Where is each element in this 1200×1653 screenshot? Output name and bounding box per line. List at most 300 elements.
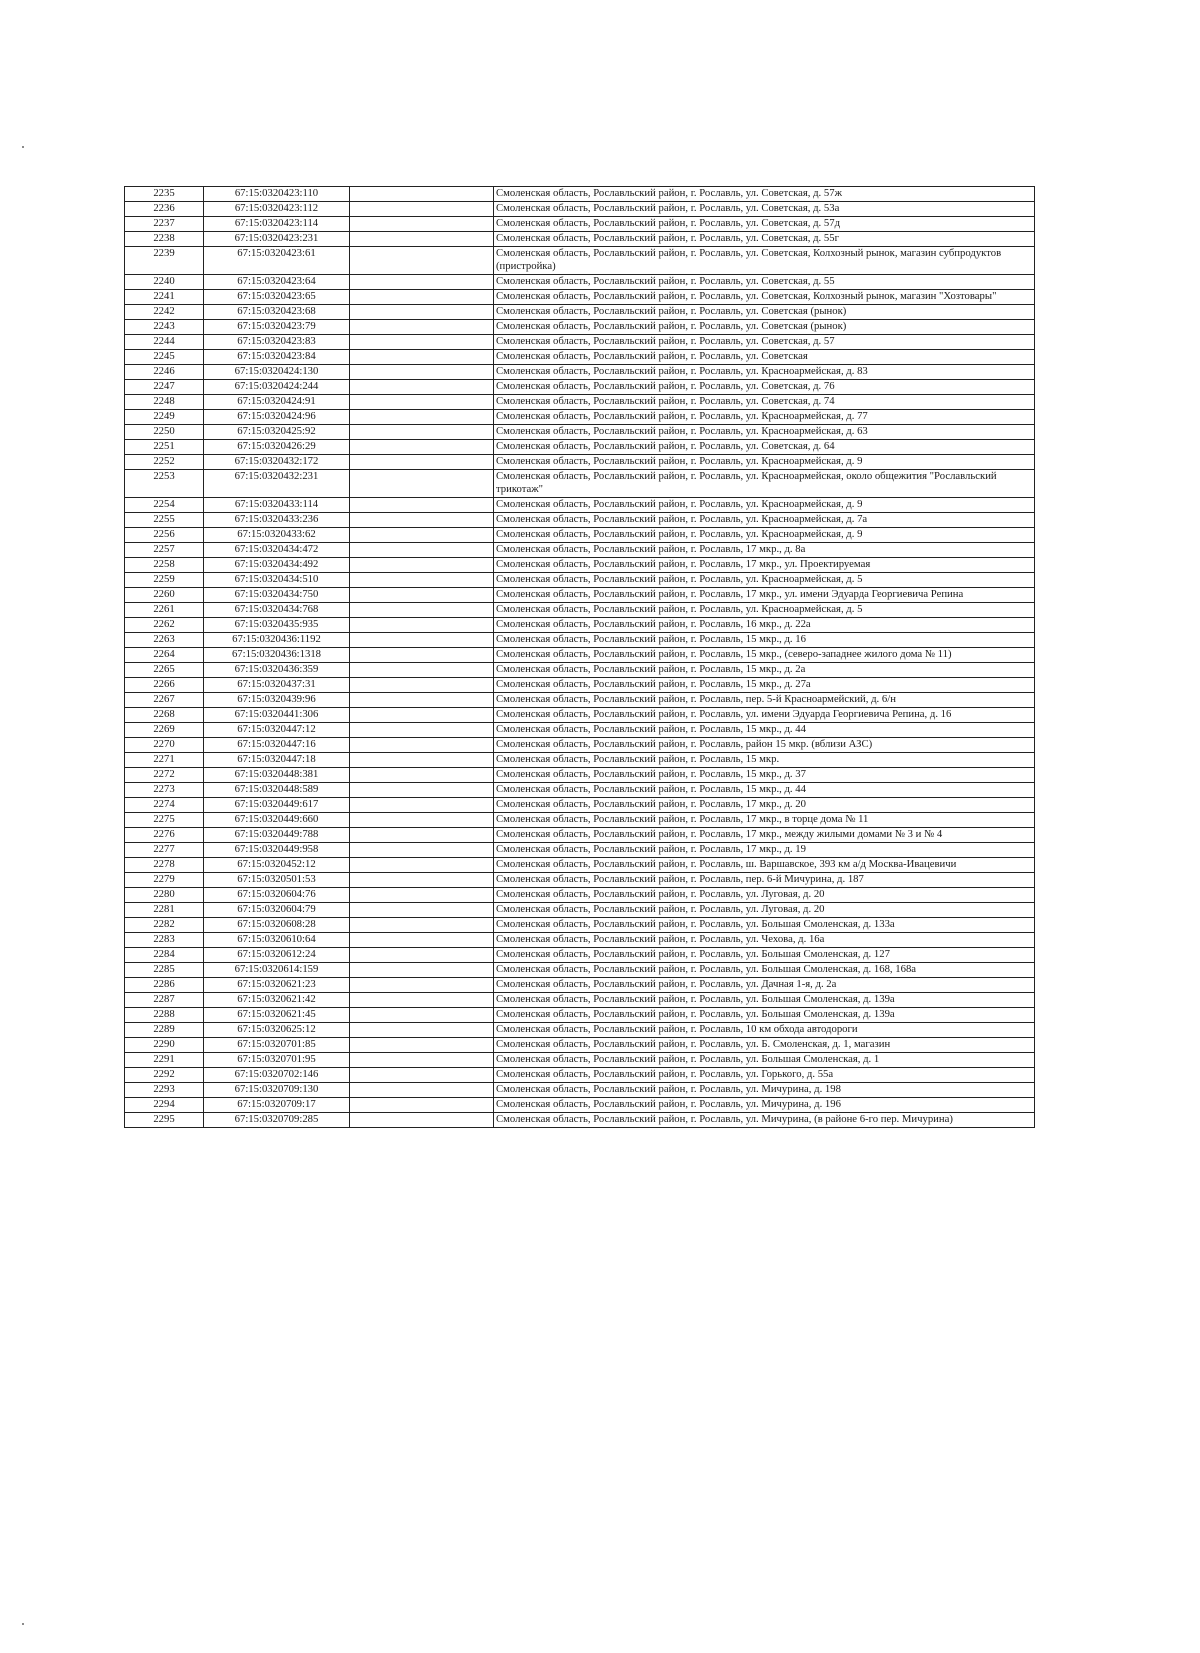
row-number-cell: 2262 — [125, 617, 204, 632]
cadastral-number-cell: 67:15:0320604:76 — [204, 887, 350, 902]
address-cell: Смоленская область, Рославльский район, г. Рославль, 15 мкр., д. 44 — [494, 782, 1035, 797]
cadastral-number-cell: 67:15:0320433:62 — [204, 527, 350, 542]
table-row — [125, 1007, 1035, 1022]
table-row — [125, 232, 1035, 247]
cadastral-number-cell: 67:15:0320625:12 — [204, 1022, 350, 1037]
cadastral-number-cell: 67:15:0320614:159 — [204, 962, 350, 977]
cadastral-number-cell: 67:15:0320447:18 — [204, 752, 350, 767]
empty-cell — [350, 247, 494, 275]
table-row — [125, 827, 1035, 842]
row-number-cell: 2257 — [125, 542, 204, 557]
cadastral-number-cell: 67:15:0320424:96 — [204, 409, 350, 424]
empty-cell — [350, 319, 494, 334]
empty-cell — [350, 857, 494, 872]
address-cell: Смоленская область, Рославльский район, г. Рославль, 17 мкр., между жилыми домами № 3 и № 4 — [494, 827, 1035, 842]
row-number-cell: 2249 — [125, 409, 204, 424]
row-number-cell: 2294 — [125, 1097, 204, 1112]
row-number-cell: 2273 — [125, 782, 204, 797]
row-number-cell: 2254 — [125, 497, 204, 512]
address-cell: Смоленская область, Рославльский район, г. Рославль, 15 мкр., д. 37 — [494, 767, 1035, 782]
table-row — [125, 439, 1035, 454]
table-row — [125, 497, 1035, 512]
row-number-cell: 2289 — [125, 1022, 204, 1037]
empty-cell — [350, 497, 494, 512]
cadastral-number-cell: 67:15:0320709:17 — [204, 1097, 350, 1112]
empty-cell — [350, 722, 494, 737]
address-cell: Смоленская область, Рославльский район, г. Рославль, 15 мкр., д. 2а — [494, 662, 1035, 677]
cadastral-number-cell: 67:15:0320439:96 — [204, 692, 350, 707]
table-row — [125, 187, 1035, 202]
address-cell: Смоленская область, Рославльский район, г. Рославль, 17 мкр., д. 20 — [494, 797, 1035, 812]
registry-table — [124, 186, 1035, 1128]
table-row — [125, 782, 1035, 797]
table-row — [125, 902, 1035, 917]
table-row — [125, 394, 1035, 409]
address-cell: Смоленская область, Рославльский район, г. Рославль, ул. Советская, д. 53а — [494, 202, 1035, 217]
registry-body — [125, 187, 1035, 1128]
address-cell: Смоленская область, Рославльский район, г. Рославль, ул. Мичурина, (в районе 6-го пер. Мичурина) — [494, 1112, 1035, 1127]
address-cell: Смоленская область, Рославльский район, г. Рославль, ул. Советская, д. 55г — [494, 232, 1035, 247]
empty-cell — [350, 632, 494, 647]
empty-cell — [350, 289, 494, 304]
row-number-cell: 2242 — [125, 304, 204, 319]
empty-cell — [350, 917, 494, 932]
address-cell: Смоленская область, Рославльский район, г. Рославль, 17 мкр., д. 19 — [494, 842, 1035, 857]
empty-cell — [350, 1067, 494, 1082]
empty-cell — [350, 1112, 494, 1127]
table-row — [125, 647, 1035, 662]
cadastral-number-cell: 67:15:0320423:68 — [204, 304, 350, 319]
empty-cell — [350, 409, 494, 424]
row-number-cell: 2248 — [125, 394, 204, 409]
row-number-cell: 2243 — [125, 319, 204, 334]
row-number-cell: 2252 — [125, 454, 204, 469]
address-cell: Смоленская область, Рославльский район, г. Рославль, 15 мкр., (северо-западнее жилого дома № 11) — [494, 647, 1035, 662]
address-cell: Смоленская область, Рославльский район, г. Рославль, ул. Красноармейская, д. 83 — [494, 364, 1035, 379]
table-row — [125, 542, 1035, 557]
cadastral-number-cell: 67:15:0320501:53 — [204, 872, 350, 887]
empty-cell — [350, 962, 494, 977]
cadastral-number-cell: 67:15:0320435:935 — [204, 617, 350, 632]
empty-cell — [350, 379, 494, 394]
row-number-cell: 2286 — [125, 977, 204, 992]
address-cell: Смоленская область, Рославльский район, г. Рославль, ул. Луговая, д. 20 — [494, 887, 1035, 902]
empty-cell — [350, 842, 494, 857]
row-number-cell: 2270 — [125, 737, 204, 752]
empty-cell — [350, 947, 494, 962]
table-row — [125, 812, 1035, 827]
empty-cell — [350, 469, 494, 497]
address-cell: Смоленская область, Рославльский район, г. Рославль, ул. Советская, д. 55 — [494, 274, 1035, 289]
cadastral-number-cell: 67:15:0320449:958 — [204, 842, 350, 857]
table-row — [125, 962, 1035, 977]
cadastral-number-cell: 67:15:0320423:231 — [204, 232, 350, 247]
address-cell: Смоленская область, Рославльский район, г. Рославль, ул. Луговая, д. 20 — [494, 902, 1035, 917]
address-cell: Смоленская область, Рославльский район, г. Рославль, 17 мкр., ул. Проектируемая — [494, 557, 1035, 572]
address-cell: Смоленская область, Рославльский район, г. Рославль, ул. Советская, д. 74 — [494, 394, 1035, 409]
row-number-cell: 2256 — [125, 527, 204, 542]
empty-cell — [350, 617, 494, 632]
row-number-cell: 2260 — [125, 587, 204, 602]
cadastral-number-cell: 67:15:0320436:1192 — [204, 632, 350, 647]
cadastral-number-cell: 67:15:0320621:42 — [204, 992, 350, 1007]
table-row — [125, 247, 1035, 275]
cadastral-number-cell: 67:15:0320426:29 — [204, 439, 350, 454]
table-row — [125, 557, 1035, 572]
address-cell: Смоленская область, Рославльский район, г. Рославль, район 15 мкр. (вблизи АЗС) — [494, 737, 1035, 752]
cadastral-number-cell: 67:15:0320447:16 — [204, 737, 350, 752]
cadastral-number-cell: 67:15:0320423:84 — [204, 349, 350, 364]
row-number-cell: 2285 — [125, 962, 204, 977]
table-row — [125, 767, 1035, 782]
address-cell: Смоленская область, Рославльский район, г. Рославль, ул. Красноармейская, д. 63 — [494, 424, 1035, 439]
cadastral-number-cell: 67:15:0320434:510 — [204, 572, 350, 587]
row-number-cell: 2275 — [125, 812, 204, 827]
cadastral-number-cell: 67:15:0320709:130 — [204, 1082, 350, 1097]
table-row — [125, 1112, 1035, 1127]
row-number-cell: 2268 — [125, 707, 204, 722]
address-cell: Смоленская область, Рославльский район, г. Рославль, ул. Чехова, д. 16а — [494, 932, 1035, 947]
empty-cell — [350, 782, 494, 797]
address-cell: Смоленская область, Рославльский район, г. Рославль, ул. Советская (рынок) — [494, 319, 1035, 334]
address-cell: Смоленская область, Рославльский район, г. Рославль, 17 мкр., д. 8а — [494, 542, 1035, 557]
cadastral-number-cell: 67:15:0320612:24 — [204, 947, 350, 962]
address-cell: Смоленская область, Рославльский район, г. Рославль, ул. Дачная 1-я, д. 2а — [494, 977, 1035, 992]
empty-cell — [350, 707, 494, 722]
empty-cell — [350, 1097, 494, 1112]
table-row — [125, 527, 1035, 542]
cadastral-number-cell: 67:15:0320432:172 — [204, 454, 350, 469]
address-cell: Смоленская область, Рославльский район, г. Рославль, ул. Советская (рынок) — [494, 304, 1035, 319]
table-row — [125, 349, 1035, 364]
address-cell: Смоленская область, Рославльский район, г. Рославль, ул. Красноармейская, д. 5 — [494, 572, 1035, 587]
table-row — [125, 334, 1035, 349]
row-number-cell: 2261 — [125, 602, 204, 617]
cadastral-number-cell: 67:15:0320423:110 — [204, 187, 350, 202]
table-row — [125, 1037, 1035, 1052]
empty-cell — [350, 512, 494, 527]
row-number-cell: 2236 — [125, 202, 204, 217]
row-number-cell: 2284 — [125, 947, 204, 962]
row-number-cell: 2272 — [125, 767, 204, 782]
empty-cell — [350, 872, 494, 887]
cadastral-number-cell: 67:15:0320449:660 — [204, 812, 350, 827]
empty-cell — [350, 232, 494, 247]
address-cell: Смоленская область, Рославльский район, г. Рославль, ул. Советская, д. 57 — [494, 334, 1035, 349]
empty-cell — [350, 542, 494, 557]
row-number-cell: 2259 — [125, 572, 204, 587]
table-row — [125, 632, 1035, 647]
table-row — [125, 692, 1035, 707]
row-number-cell: 2269 — [125, 722, 204, 737]
table-row — [125, 977, 1035, 992]
table-row — [125, 1082, 1035, 1097]
table-row — [125, 917, 1035, 932]
empty-cell — [350, 424, 494, 439]
address-cell: Смоленская область, Рославльский район, г. Рославль, ул. Советская, д. 57ж — [494, 187, 1035, 202]
address-cell: Смоленская область, Рославльский район, г. Рославль, ул. Большая Смоленская, д. 168, 168а — [494, 962, 1035, 977]
address-cell: Смоленская область, Рославльский район, г. Рославль, ул. Советская, д. 76 — [494, 379, 1035, 394]
table-row — [125, 857, 1035, 872]
row-number-cell: 2279 — [125, 872, 204, 887]
cadastral-number-cell: 67:15:0320610:64 — [204, 932, 350, 947]
row-number-cell: 2281 — [125, 902, 204, 917]
cadastral-number-cell: 67:15:0320424:91 — [204, 394, 350, 409]
empty-cell — [350, 677, 494, 692]
empty-cell — [350, 902, 494, 917]
row-number-cell: 2238 — [125, 232, 204, 247]
cadastral-number-cell: 67:15:0320448:589 — [204, 782, 350, 797]
cadastral-number-cell: 67:15:0320702:146 — [204, 1067, 350, 1082]
row-number-cell: 2274 — [125, 797, 204, 812]
row-number-cell: 2290 — [125, 1037, 204, 1052]
cadastral-number-cell: 67:15:0320701:85 — [204, 1037, 350, 1052]
address-cell: Смоленская область, Рославльский район, г. Рославль, 15 мкр., д. 27а — [494, 677, 1035, 692]
row-number-cell: 2278 — [125, 857, 204, 872]
empty-cell — [350, 692, 494, 707]
row-number-cell: 2265 — [125, 662, 204, 677]
row-number-cell: 2251 — [125, 439, 204, 454]
row-number-cell: 2282 — [125, 917, 204, 932]
empty-cell — [350, 334, 494, 349]
address-cell: Смоленская область, Рославльский район, г. Рославль, ул. Советская, Колхозный рынок, магазин "Хозтовары" — [494, 289, 1035, 304]
cadastral-number-cell: 67:15:0320423:79 — [204, 319, 350, 334]
table-row — [125, 454, 1035, 469]
cadastral-number-cell: 67:15:0320621:45 — [204, 1007, 350, 1022]
cadastral-number-cell: 67:15:0320449:788 — [204, 827, 350, 842]
cadastral-number-cell: 67:15:0320449:617 — [204, 797, 350, 812]
empty-cell — [350, 349, 494, 364]
table-row — [125, 737, 1035, 752]
table-row — [125, 602, 1035, 617]
row-number-cell: 2244 — [125, 334, 204, 349]
address-cell: Смоленская область, Рославльский район, г. Рославль, 15 мкр. — [494, 752, 1035, 767]
row-number-cell: 2264 — [125, 647, 204, 662]
empty-cell — [350, 439, 494, 454]
table-row — [125, 217, 1035, 232]
row-number-cell: 2253 — [125, 469, 204, 497]
address-cell: Смоленская область, Рославльский район, г. Рославль, 10 км обхода автодороги — [494, 1022, 1035, 1037]
empty-cell — [350, 304, 494, 319]
row-number-cell: 2245 — [125, 349, 204, 364]
cadastral-number-cell: 67:15:0320436:1318 — [204, 647, 350, 662]
address-cell: Смоленская область, Рославльский район, г. Рославль, ш. Варшавское, 393 км а/д Москва-Ивацевичи — [494, 857, 1035, 872]
table-row — [125, 1067, 1035, 1082]
empty-cell — [350, 364, 494, 379]
table-row — [125, 379, 1035, 394]
address-cell: Смоленская область, Рославльский район, г. Рославль, ул. Советская, д. 64 — [494, 439, 1035, 454]
address-cell: Смоленская область, Рославльский район, г. Рославль, ул. Красноармейская, д. 9 — [494, 527, 1035, 542]
address-cell: Смоленская область, Рославльский район, г. Рославль, 17 мкр., в торце дома № 11 — [494, 812, 1035, 827]
row-number-cell: 2255 — [125, 512, 204, 527]
address-cell: Смоленская область, Рославльский район, г. Рославль, ул. Красноармейская, д. 5 — [494, 602, 1035, 617]
cadastral-number-cell: 67:15:0320434:472 — [204, 542, 350, 557]
empty-cell — [350, 737, 494, 752]
row-number-cell: 2235 — [125, 187, 204, 202]
row-number-cell: 2295 — [125, 1112, 204, 1127]
scan-speck — [22, 146, 24, 148]
address-cell: Смоленская область, Рославльский район, г. Рославль, ул. Горького, д. 55а — [494, 1067, 1035, 1082]
row-number-cell: 2263 — [125, 632, 204, 647]
address-cell: Смоленская область, Рославльский район, г. Рославль, ул. Красноармейская, около общежития "Рославльский трикотаж" — [494, 469, 1035, 497]
cadastral-number-cell: 67:15:0320423:64 — [204, 274, 350, 289]
address-cell: Смоленская область, Рославльский район, г. Рославль, ул. Красноармейская, д. 77 — [494, 409, 1035, 424]
address-cell: Смоленская область, Рославльский район, г. Рославль, ул. Большая Смоленская, д. 139а — [494, 992, 1035, 1007]
row-number-cell: 2283 — [125, 932, 204, 947]
table-row — [125, 1022, 1035, 1037]
table-row — [125, 662, 1035, 677]
empty-cell — [350, 527, 494, 542]
empty-cell — [350, 752, 494, 767]
address-cell: Смоленская область, Рославльский район, г. Рославль, ул. Красноармейская, д. 9 — [494, 454, 1035, 469]
row-number-cell: 2280 — [125, 887, 204, 902]
table-row — [125, 587, 1035, 602]
cadastral-number-cell: 67:15:0320424:244 — [204, 379, 350, 394]
table-row — [125, 617, 1035, 632]
row-number-cell: 2239 — [125, 247, 204, 275]
row-number-cell: 2247 — [125, 379, 204, 394]
cadastral-number-cell: 67:15:0320604:79 — [204, 902, 350, 917]
empty-cell — [350, 812, 494, 827]
cadastral-number-cell: 67:15:0320423:61 — [204, 247, 350, 275]
row-number-cell: 2246 — [125, 364, 204, 379]
cadastral-number-cell: 67:15:0320423:65 — [204, 289, 350, 304]
address-cell: Смоленская область, Рославльский район, г. Рославль, ул. Красноармейская, д. 9 — [494, 497, 1035, 512]
empty-cell — [350, 202, 494, 217]
table-row — [125, 202, 1035, 217]
table-row — [125, 304, 1035, 319]
table-row — [125, 319, 1035, 334]
address-cell: Смоленская область, Рославльский район, г. Рославль, 17 мкр., ул. имени Эдуарда Георгиевича Репина — [494, 587, 1035, 602]
empty-cell — [350, 217, 494, 232]
address-cell: Смоленская область, Рославльский район, г. Рославль, ул. Красноармейская, д. 7а — [494, 512, 1035, 527]
row-number-cell: 2240 — [125, 274, 204, 289]
empty-cell — [350, 662, 494, 677]
empty-cell — [350, 887, 494, 902]
cadastral-number-cell: 67:15:0320447:12 — [204, 722, 350, 737]
address-cell: Смоленская область, Рославльский район, г. Рославль, ул. Большая Смоленская, д. 139а — [494, 1007, 1035, 1022]
table-row — [125, 289, 1035, 304]
empty-cell — [350, 394, 494, 409]
cadastral-number-cell: 67:15:0320432:231 — [204, 469, 350, 497]
empty-cell — [350, 1007, 494, 1022]
address-cell: Смоленская область, Рославльский район, г. Рославль, 16 мкр., д. 22а — [494, 617, 1035, 632]
address-cell: Смоленская область, Рославльский район, г. Рославль, ул. Советская, Колхозный рынок, магазин субпродуктов (пристройка) — [494, 247, 1035, 275]
row-number-cell: 2267 — [125, 692, 204, 707]
empty-cell — [350, 827, 494, 842]
empty-cell — [350, 572, 494, 587]
table-row — [125, 1097, 1035, 1112]
cadastral-number-cell: 67:15:0320452:12 — [204, 857, 350, 872]
address-cell: Смоленская область, Рославльский район, г. Рославль, пер. 6-й Мичурина, д. 187 — [494, 872, 1035, 887]
row-number-cell: 2292 — [125, 1067, 204, 1082]
empty-cell — [350, 557, 494, 572]
row-number-cell: 2250 — [125, 424, 204, 439]
table-row — [125, 752, 1035, 767]
cadastral-number-cell: 67:15:0320423:83 — [204, 334, 350, 349]
table-row — [125, 274, 1035, 289]
row-number-cell: 2277 — [125, 842, 204, 857]
empty-cell — [350, 187, 494, 202]
table-row — [125, 572, 1035, 587]
row-number-cell: 2258 — [125, 557, 204, 572]
scan-speck — [22, 1623, 24, 1625]
table-row — [125, 364, 1035, 379]
empty-cell — [350, 602, 494, 617]
cadastral-number-cell: 67:15:0320436:359 — [204, 662, 350, 677]
table-row — [125, 707, 1035, 722]
address-cell: Смоленская область, Рославльский район, г. Рославль, ул. Советская — [494, 349, 1035, 364]
empty-cell — [350, 454, 494, 469]
address-cell: Смоленская область, Рославльский район, г. Рославль, ул. Большая Смоленская, д. 127 — [494, 947, 1035, 962]
row-number-cell: 2271 — [125, 752, 204, 767]
table-row — [125, 469, 1035, 497]
cadastral-number-cell: 67:15:0320701:95 — [204, 1052, 350, 1067]
table-row — [125, 947, 1035, 962]
table-row — [125, 677, 1035, 692]
address-cell: Смоленская область, Рославльский район, г. Рославль, ул. Мичурина, д. 196 — [494, 1097, 1035, 1112]
empty-cell — [350, 977, 494, 992]
cadastral-number-cell: 67:15:0320434:492 — [204, 557, 350, 572]
cadastral-number-cell: 67:15:0320608:28 — [204, 917, 350, 932]
address-cell: Смоленская область, Рославльский район, г. Рославль, пер. 5-й Красноармейский, д. 6/н — [494, 692, 1035, 707]
empty-cell — [350, 992, 494, 1007]
cadastral-number-cell: 67:15:0320433:236 — [204, 512, 350, 527]
table-row — [125, 424, 1035, 439]
cadastral-number-cell: 67:15:0320437:31 — [204, 677, 350, 692]
address-cell: Смоленская область, Рославльский район, г. Рославль, ул. Большая Смоленская, д. 133а — [494, 917, 1035, 932]
cadastral-number-cell: 67:15:0320441:306 — [204, 707, 350, 722]
table-row — [125, 722, 1035, 737]
row-number-cell: 2293 — [125, 1082, 204, 1097]
empty-cell — [350, 647, 494, 662]
table-row — [125, 409, 1035, 424]
cadastral-number-cell: 67:15:0320424:130 — [204, 364, 350, 379]
address-cell: Смоленская область, Рославльский район, г. Рославль, ул. Мичурина, д. 198 — [494, 1082, 1035, 1097]
empty-cell — [350, 932, 494, 947]
table-row — [125, 887, 1035, 902]
cadastral-number-cell: 67:15:0320425:92 — [204, 424, 350, 439]
table-row — [125, 932, 1035, 947]
table-row — [125, 872, 1035, 887]
empty-cell — [350, 1037, 494, 1052]
table-row — [125, 797, 1035, 812]
row-number-cell: 2291 — [125, 1052, 204, 1067]
address-cell: Смоленская область, Рославльский район, г. Рославль, ул. имени Эдуарда Георгиевича Репина, д. 16 — [494, 707, 1035, 722]
cadastral-number-cell: 67:15:0320621:23 — [204, 977, 350, 992]
table-row — [125, 842, 1035, 857]
cadastral-number-cell: 67:15:0320709:285 — [204, 1112, 350, 1127]
table-row — [125, 992, 1035, 1007]
empty-cell — [350, 274, 494, 289]
cadastral-number-cell: 67:15:0320434:750 — [204, 587, 350, 602]
empty-cell — [350, 1022, 494, 1037]
cadastral-number-cell: 67:15:0320423:114 — [204, 217, 350, 232]
empty-cell — [350, 1082, 494, 1097]
row-number-cell: 2241 — [125, 289, 204, 304]
address-cell: Смоленская область, Рославльский район, г. Рославль, ул. Б. Смоленская, д. 1, магазин — [494, 1037, 1035, 1052]
row-number-cell: 2276 — [125, 827, 204, 842]
empty-cell — [350, 1052, 494, 1067]
empty-cell — [350, 797, 494, 812]
address-cell: Смоленская область, Рославльский район, г. Рославль, ул. Большая Смоленская, д. 1 — [494, 1052, 1035, 1067]
empty-cell — [350, 767, 494, 782]
address-cell: Смоленская область, Рославльский район, г. Рославль, ул. Советская, д. 57д — [494, 217, 1035, 232]
row-number-cell: 2237 — [125, 217, 204, 232]
address-cell: Смоленская область, Рославльский район, г. Рославль, 15 мкр., д. 16 — [494, 632, 1035, 647]
row-number-cell: 2266 — [125, 677, 204, 692]
cadastral-number-cell: 67:15:0320448:381 — [204, 767, 350, 782]
